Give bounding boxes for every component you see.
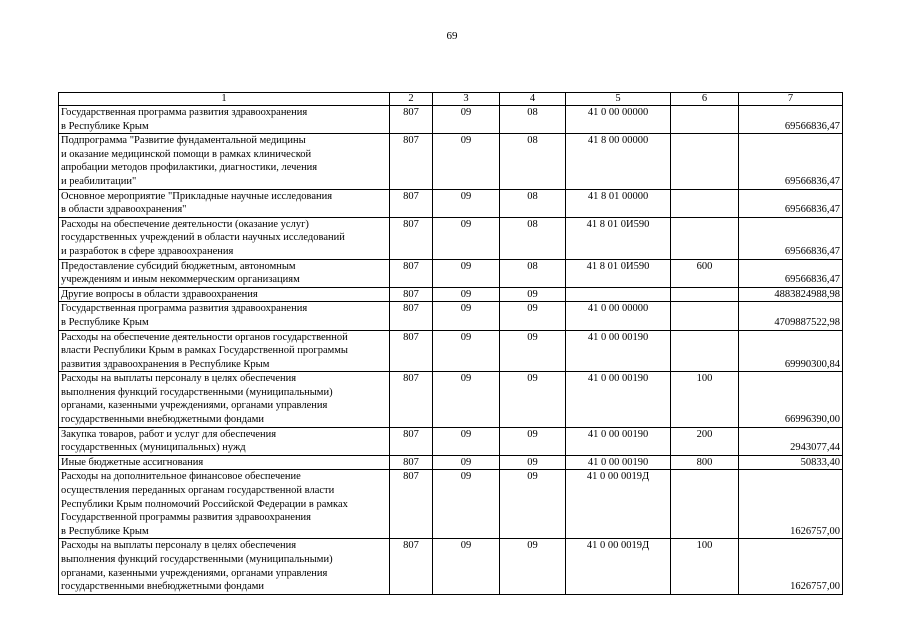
row-name: Государственная программа развития здравоохранения в Республике Крым (59, 106, 390, 134)
expense-type-code: 600 (671, 259, 739, 287)
amount: 69566836,47 (739, 259, 843, 287)
department-code: 807 (390, 259, 433, 287)
target-article-code: 41 0 00 00000 (566, 302, 671, 330)
department-code: 807 (390, 217, 433, 259)
row-name: Расходы на обеспечение деятельности (оказание услуг) государственных учреждений в области научных исследований и разработок в сфере здравоохранения (59, 217, 390, 259)
table-row (59, 134, 843, 189)
subsection-code: 08 (500, 106, 566, 134)
department-code: 807 (390, 539, 433, 594)
subsection-code: 08 (500, 134, 566, 189)
target-article-code: 41 8 01 0И590 (566, 217, 671, 259)
amount: 69566836,47 (739, 217, 843, 259)
section-code: 09 (433, 330, 500, 372)
row-name: Предоставление субсидий бюджетным, автономным учреждениям и иным некоммерческим организациям (59, 259, 390, 287)
row-name: Государственная программа развития здравоохранения в Республике Крым (59, 302, 390, 330)
budget-table (58, 92, 843, 595)
table-row (59, 372, 843, 427)
table-row (59, 189, 843, 217)
row-name: Подпрограмма "Развитие фундаментальной медицины и оказание медицинской помощи в рамках клинической апробации методов профилактики, диагностики, лечения и реабилитации" (59, 134, 390, 189)
table-row (59, 539, 843, 594)
subsection-code: 09 (500, 455, 566, 470)
target-article-code: 41 0 00 0019Д (566, 470, 671, 539)
subsection-code: 09 (500, 372, 566, 427)
column-header: 2 (390, 93, 433, 106)
row-name: Другие вопросы в области здравоохранения (59, 287, 390, 302)
amount: 4709887522,98 (739, 302, 843, 330)
amount: 66996390,00 (739, 372, 843, 427)
table-row (59, 302, 843, 330)
section-code: 09 (433, 539, 500, 594)
section-code: 09 (433, 134, 500, 189)
expense-type-code: 100 (671, 539, 739, 594)
department-code: 807 (390, 470, 433, 539)
table-row (59, 330, 843, 372)
target-article-code: 41 0 00 00000 (566, 106, 671, 134)
amount: 69566836,47 (739, 134, 843, 189)
table-row (59, 106, 843, 134)
department-code: 807 (390, 287, 433, 302)
column-header: 4 (500, 93, 566, 106)
table-row (59, 287, 843, 302)
expense-type-code (671, 287, 739, 302)
target-article-code: 41 0 00 0019Д (566, 539, 671, 594)
subsection-code: 08 (500, 259, 566, 287)
column-header: 6 (671, 93, 739, 106)
expense-type-code: 200 (671, 427, 739, 455)
section-code: 09 (433, 427, 500, 455)
target-article-code: 41 8 01 0И590 (566, 259, 671, 287)
column-header: 3 (433, 93, 500, 106)
section-code: 09 (433, 455, 500, 470)
section-code: 09 (433, 259, 500, 287)
section-code: 09 (433, 287, 500, 302)
target-article-code: 41 0 00 00190 (566, 330, 671, 372)
section-code: 09 (433, 106, 500, 134)
table-row (59, 259, 843, 287)
section-code: 09 (433, 372, 500, 427)
target-article-code: 41 0 00 00190 (566, 455, 671, 470)
subsection-code: 08 (500, 217, 566, 259)
subsection-code: 09 (500, 539, 566, 594)
column-header: 5 (566, 93, 671, 106)
row-name: Основное мероприятие "Прикладные научные исследования в области здравоохранения" (59, 189, 390, 217)
table-row (59, 470, 843, 539)
department-code: 807 (390, 302, 433, 330)
department-code: 807 (390, 427, 433, 455)
amount: 1626757,00 (739, 539, 843, 594)
department-code: 807 (390, 372, 433, 427)
target-article-code: 41 8 00 00000 (566, 134, 671, 189)
subsection-code: 09 (500, 302, 566, 330)
amount: 1626757,00 (739, 470, 843, 539)
amount: 50833,40 (739, 455, 843, 470)
subsection-code: 09 (500, 470, 566, 539)
row-name: Расходы на дополнительное финансовое обеспечение осуществления переданных органам государственной власти Республики Крым полномочий Российской Федерации в рамках Государственной программы развития здравоохранения в Республике Крым (59, 470, 390, 539)
department-code: 807 (390, 455, 433, 470)
subsection-code: 09 (500, 427, 566, 455)
expense-type-code (671, 470, 739, 539)
department-code: 807 (390, 189, 433, 217)
amount: 69566836,47 (739, 106, 843, 134)
target-article-code: 41 8 01 00000 (566, 189, 671, 217)
section-code: 09 (433, 189, 500, 217)
column-header: 7 (739, 93, 843, 106)
expense-type-code (671, 106, 739, 134)
row-name: Иные бюджетные ассигнования (59, 455, 390, 470)
row-name: Расходы на выплаты персоналу в целях обеспечения выполнения функций государственными (муниципальными) органами, казенными учреждениями, органами управления государственными внебюджетными фондами (59, 539, 390, 594)
department-code: 807 (390, 106, 433, 134)
row-name: Расходы на обеспечение деятельности органов государственной власти Республики Крым в рамках Государственной программы развития здравоохранения в Республике Крым (59, 330, 390, 372)
amount: 69566836,47 (739, 189, 843, 217)
target-article-code: 41 0 00 00190 (566, 427, 671, 455)
table-header-row (59, 93, 843, 106)
amount: 2943077,44 (739, 427, 843, 455)
column-header: 1 (59, 93, 390, 106)
department-code: 807 (390, 134, 433, 189)
target-article-code (566, 287, 671, 302)
amount: 69990300,84 (739, 330, 843, 372)
expense-type-code: 100 (671, 372, 739, 427)
expense-type-code (671, 189, 739, 217)
section-code: 09 (433, 302, 500, 330)
target-article-code: 41 0 00 00190 (566, 372, 671, 427)
table-row (59, 217, 843, 259)
table-row (59, 455, 843, 470)
row-name: Расходы на выплаты персоналу в целях обеспечения выполнения функций государственными (муниципальными) органами, казенными учреждениями, органами управления государственными внебюджетными фондами (59, 372, 390, 427)
section-code: 09 (433, 470, 500, 539)
subsection-code: 09 (500, 287, 566, 302)
subsection-code: 09 (500, 330, 566, 372)
expense-type-code (671, 302, 739, 330)
subsection-code: 08 (500, 189, 566, 217)
table-row (59, 427, 843, 455)
department-code: 807 (390, 330, 433, 372)
page-number: 69 (446, 30, 458, 42)
row-name: Закупка товаров, работ и услуг для обеспечения государственных (муниципальных) нужд (59, 427, 390, 455)
expense-type-code (671, 134, 739, 189)
section-code: 09 (433, 217, 500, 259)
expense-type-code (671, 217, 739, 259)
amount: 4883824988,98 (739, 287, 843, 302)
expense-type-code: 800 (671, 455, 739, 470)
expense-type-code (671, 330, 739, 372)
